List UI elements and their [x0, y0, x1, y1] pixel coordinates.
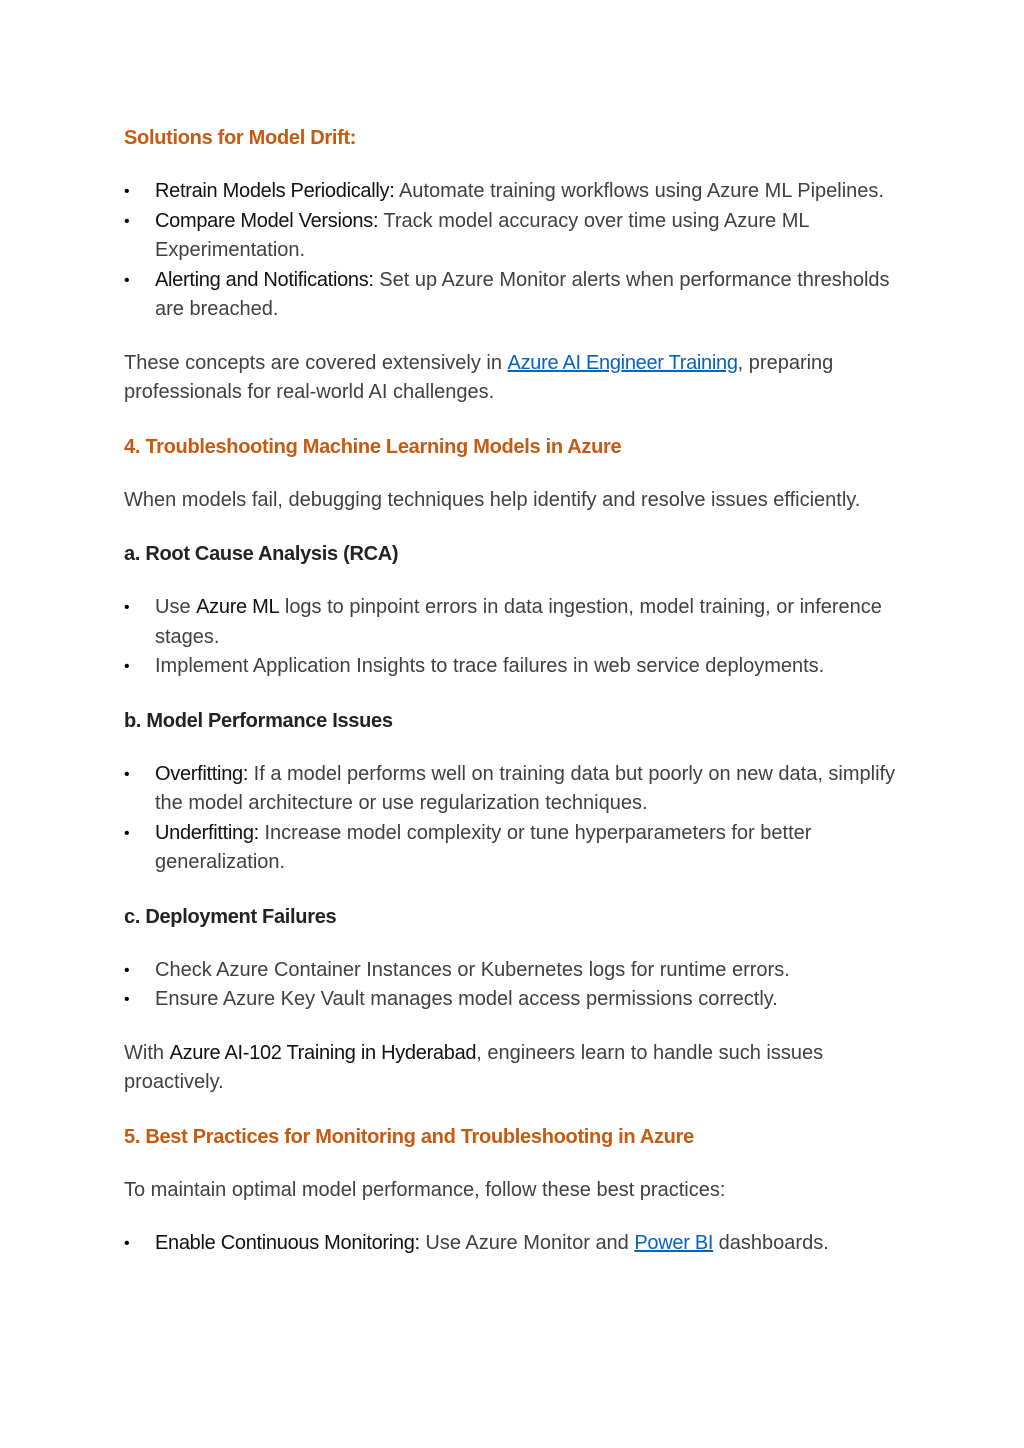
item-label: Enable Continuous Monitoring: — [155, 1232, 420, 1254]
item-text: Track model accuracy over time using Azure ML Experimentation. — [155, 209, 809, 261]
drift-solutions-list — [124, 177, 904, 325]
list-item — [124, 1229, 904, 1259]
performance-list — [124, 760, 904, 878]
item-text: If a model performs well on training data but poorly on new data, simplify the model architecture or use regularization techniques. — [155, 762, 896, 814]
list-item — [124, 819, 904, 878]
best-practices-list — [124, 1229, 904, 1259]
item-text: logs to pinpoint errors in data ingestion, model training, or inference stages. — [155, 596, 882, 648]
list-item: • Check Azure Container Instances or Kubernetes logs for runtime errors. — [124, 956, 904, 986]
rca-list — [124, 593, 904, 682]
deployment-heading: c. Deployment Failures — [124, 905, 337, 928]
item-text: Increase model complexity or tune hyperparameters for better generalization. — [155, 821, 812, 873]
item-label: Alerting and Notifications: — [155, 268, 374, 291]
list-item — [124, 760, 904, 819]
paragraph-strong: Azure AI-102 Training in Hyderabad — [169, 1041, 477, 1064]
power-bi-link[interactable]: Power BI — [634, 1232, 714, 1254]
item-label: Overfitting: — [155, 762, 249, 785]
item-text: Use Azure Monitor and — [419, 1232, 635, 1254]
list-item: • Ensure Azure Key Vault manages model access permissions correctly. — [124, 985, 904, 1015]
performance-heading: b. Model Performance Issues — [124, 709, 393, 732]
rca-heading: a. Root Cause Analysis (RCA) — [124, 543, 399, 565]
drift-solutions-heading: Solutions for Model Drift: — [124, 127, 357, 149]
item-text: Automate training workflows using Azure ML Pipelines. — [394, 180, 884, 202]
troubleshooting-heading: 4. Troubleshooting Machine Learning Models in Azure — [124, 435, 622, 458]
troubleshooting-intro: When models fail, debugging techniques help identify and resolve issues efficiently. — [124, 488, 861, 511]
item-label: Retrain Models Periodically: — [155, 180, 395, 202]
paragraph-text: With — [124, 1041, 170, 1064]
item-label: Underfitting: — [155, 821, 259, 844]
paragraph-text: , preparing professionals for real-world AI challenges. — [124, 351, 834, 403]
item-label: Compare Model Versions: — [155, 209, 379, 232]
list-item — [124, 266, 904, 325]
list-item — [124, 207, 904, 266]
item-text: Set up Azure Monitor alerts when performance thresholds are breached. — [155, 268, 890, 320]
hyderabad-paragraph — [124, 1039, 904, 1098]
item-text: dashboards. — [713, 1232, 829, 1254]
azure-ai-engineer-training-link[interactable]: Azure AI Engineer Training — [507, 351, 738, 374]
best-practices-heading: 5. Best Practices for Monitoring and Troubleshooting in Azure — [124, 1125, 694, 1148]
list-item — [124, 652, 904, 682]
best-practices-intro: To maintain optimal model performance, follow these best practices: — [124, 1178, 726, 1201]
item-text: Implement Application Insights to trace failures in web service deployments. — [155, 655, 825, 677]
document-content — [124, 123, 904, 1259]
deployment-list — [124, 956, 904, 1015]
list-item — [124, 177, 904, 207]
item-strong: Azure ML — [196, 596, 280, 618]
training-paragraph — [124, 349, 904, 408]
item-text: Use — [155, 596, 197, 618]
list-item — [124, 593, 904, 652]
paragraph-text: These concepts are covered extensively in — [124, 351, 508, 374]
paragraph-text: , engineers learn to handle such issues proactively. — [124, 1041, 824, 1093]
